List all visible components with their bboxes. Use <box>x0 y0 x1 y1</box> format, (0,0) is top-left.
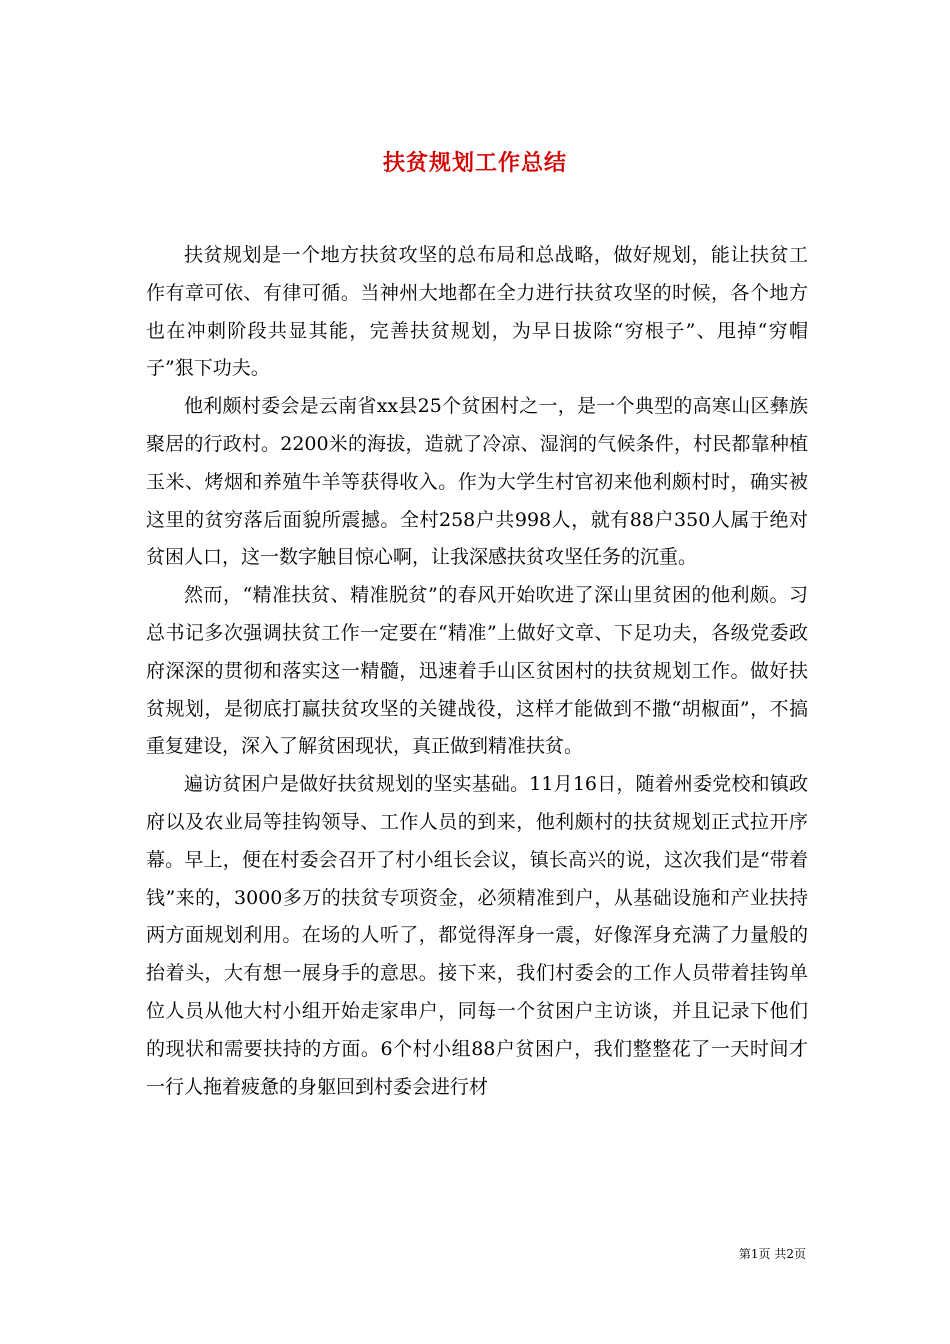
paragraph: 然而，“精准扶贫、精准脱贫”的春风开始吹进了深山里贫困的他利颇。习总书记多次强调扶贫工作一定要在“精准”上做好文章、下足功夫，各级党委政府深深的贯彻和落实这一精髓，迅速着手山区贫困村的扶贫规划工作。做好扶贫规划，是彻底打赢扶贫攻坚的关键战役，这样才能做到不撒“胡椒面”，不搞重复建设，深入了解贫困现状，真正做到精准扶贫。 <box>146 584 808 758</box>
document-body <box>146 237 808 1106</box>
paragraph: 遍访贫困户是做好扶贫规划的坚实基础。11月16日，随着州委党校和镇政府以及农业局等挂钩领导、工作人员的到来，他利颇村的扶贫规划正式拉开序幕。早上，便在村委会召开了村小组长会议，镇长高兴的说，这次我们是“带着钱”来的，3000多万的扶贫专项资金，必须精准到户，从基础设施和产业扶持两方面规划利用。在场的人听了，都觉得浑身一震，好像浑身充满了力量般的抬着头，大有想一展身手的意思。接下来，我们村委会的工作人员带着挂钩单位人员从他大村小组开始走家串户，同每一个贫困户主访谈，并且记录下他们的现状和需要扶持的方面。6个村小组88户贫困户，我们整整花了一天时间才一行人拖着疲惫的身躯回到村委会进行材 <box>146 773 808 1098</box>
page-number: 第1页 共2页 <box>738 1247 806 1261</box>
paragraph: 他利颇村委会是云南省xx县25个贫困村之一，是一个典型的高寒山区彝族聚居的行政村。2200米的海拔，造就了冷凉、湿润的气候条件，村民都靠种植玉米、烤烟和养殖牛羊等获得收入。作为大学生村官初来他利颇村时，确实被这里的贫穷落后面貌所震撼。全村258户共998人，就有88户350人属于绝对贫困人口，这一数字触目惊心啊，让我深感扶贫攻坚任务的沉重。 <box>146 395 808 569</box>
paragraph: 扶贫规划是一个地方扶贫攻坚的总布局和总战略，做好规划，能让扶贫工作有章可依、有律可循。当神州大地都在全力进行扶贫攻坚的时候，各个地方也在冲刺阶段共显其能，完善扶贫规划，为早日拔除“穷根子”、甩掉“穷帽子”狠下功夫。 <box>146 244 808 380</box>
page-title: 扶贫规划工作总结 <box>382 149 567 176</box>
